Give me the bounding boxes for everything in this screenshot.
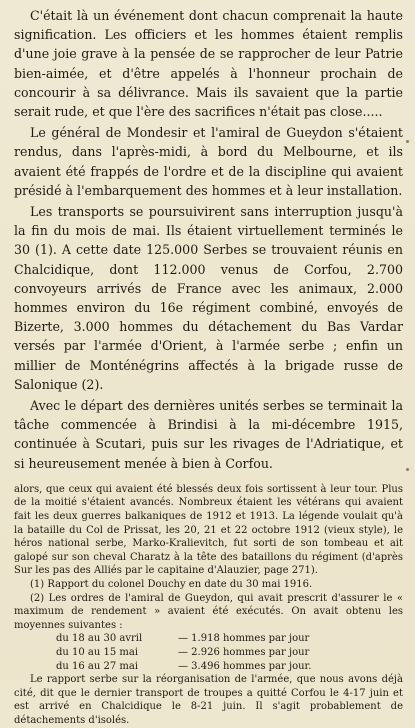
rate-value: — 2.926 hommes par jour — [178, 647, 310, 658]
paragraph-4: Avec le départ des dernières unités serbes se terminait la tâche commencée à Brindisi à la mi-décembre 1915, continuée à Scutari, puis sur les rivages de l'Adriatique, et si heureusement menée à bien à Corfou. — [14, 398, 403, 471]
rate-range: du 18 au 30 avril — [56, 633, 143, 645]
paper-speck — [406, 140, 409, 143]
paper-speck — [406, 468, 409, 471]
footnote-1: (1) Rapport du colonel Douchy en date du 30 mai 1916. — [30, 579, 313, 591]
paragraph-3: Les transports se poursuivirent sans interruption jusqu'à la fin du mois de mai. Ils étaient virtuellement terminés le 30 (1). A cette date 125.000 Serbes se trouvaient réunis en Chalcidique, dont 112.000 venus de Corfou, 2.700 convoyeurs arrivés de France avec les animaux, 2.000 hommes environ du 16e régiment combiné, envoyés de Bizerte, 3.000 hommes du détachement du Bas Vardar versés par l'armée d'Orient, à l'armée serbe ; enfin un millier de Monténégrins affectés à la brigade russe de Salonique (2). — [14, 204, 403, 392]
footnote-2-intro: (2) Les ordres de l'amiral de Gueydon, qui avait prescrit d'assurer le « maximum de rendement » avaient été exécutés. On avait obtenu les moyennes suivantes : — [14, 592, 403, 631]
rate-row — [56, 660, 403, 674]
rate-row — [56, 632, 403, 646]
paragraph-2: Le général de Mondesir et l'amiral de Gueydon s'étaient rendus, dans l'après-midi, à bord du Melbourne, et ils avaient été frappés de l'ordre et de la discipline qui avaient présidé à l'embarquement des hommes et à leur installation. — [14, 125, 403, 198]
rates-list — [56, 632, 403, 673]
paragraph-1: C'était là un événement dont chacun comprenait la haute signification. Les officiers et les hommes étaient remplis d'une joie grave à la pensée de se rapprocher de leur Patrie bien-aimée, et d'être appelés à l'honneur prochain de concourir à sa délivrance. Mais ils savaient que la partie serait rude, et que l'ère des sacrifices n'était pas close..... — [14, 8, 403, 120]
main-text — [14, 6, 403, 473]
footnote-closing: Le rapport serbe sur la réorganisation de l'armée, que nous avons déjà cité, dit que le dernier transport de troupes a quitté Corfou le 4-17 juin et est arrivé en Chalcidique le 8-21 juin. Il s'agit probablement de détachements d'isolés. — [14, 674, 403, 726]
footnotes — [14, 483, 403, 728]
rate-range: du 10 au 15 mai — [56, 647, 139, 658]
rate-value: — 3.496 hommes par jour. — [178, 660, 312, 672]
footnote-continuation: alors, que ceux qui avaient été blessés deux fois sortissent à leur tour. Plus de la moitié s'étaient avancés. Nombreux étaient les vétérans qui avaient fait les deux guerres balkaniques de 1912 et 1913. La légende voulait qu'à la bataille du Col de Prissat, les 20, 21 et 22 octobre 1912 (vieux style), le héros national serbe, Marko-Kralievitch, fut sorti de son tombeau et ait galopé sur son cheval Charatz à la tête des bataillons du régiment (d'après Sur les pas des Alliés par le capitaine d'Alauzier, page 271). — [14, 483, 403, 577]
rate-row — [56, 646, 403, 660]
rate-value: — 1.918 hommes par jour — [178, 633, 310, 645]
rate-range: du 16 au 27 mai — [56, 660, 139, 672]
